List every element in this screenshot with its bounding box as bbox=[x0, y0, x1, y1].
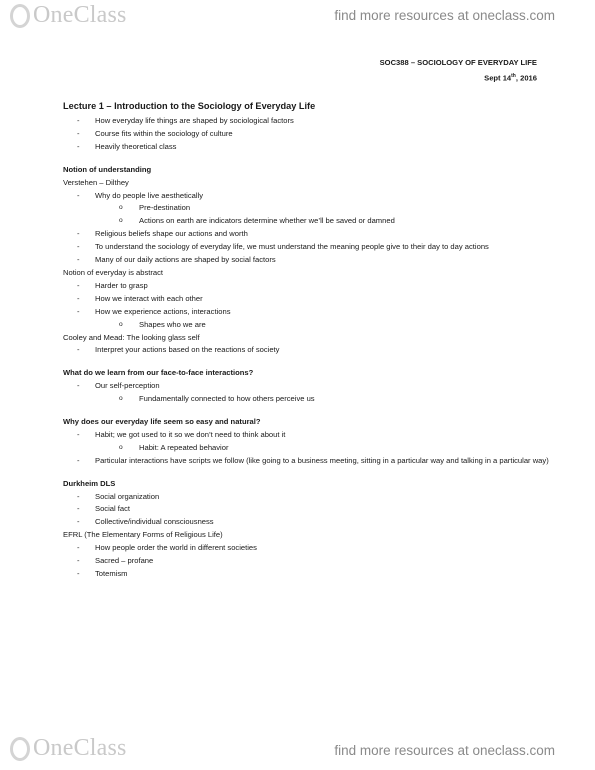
item-text: Habit: A repeated behavior bbox=[139, 442, 229, 452]
list-item bbox=[63, 141, 543, 154]
sub-list-item bbox=[63, 319, 543, 332]
item-text: Course fits within the sociology of culture bbox=[95, 128, 233, 138]
item-text: Interpret your actions based on the reactions of society bbox=[95, 345, 280, 355]
list-item bbox=[63, 280, 543, 293]
dash-marker: - bbox=[77, 504, 80, 514]
item-text: Religious beliefs shape our actions and worth bbox=[95, 229, 248, 239]
promo-link[interactable]: find more resources at oneclass.com bbox=[334, 8, 555, 23]
circle-marker: o bbox=[119, 320, 123, 328]
list-item bbox=[63, 503, 543, 516]
list-item bbox=[63, 516, 543, 529]
list-item bbox=[63, 115, 543, 128]
sub-list-item bbox=[63, 393, 543, 406]
list-item bbox=[63, 228, 543, 241]
circle-marker: o bbox=[119, 443, 123, 451]
item-text: Why do people live aesthetically bbox=[95, 190, 204, 200]
logo-text: OneClass bbox=[33, 2, 127, 28]
item-text: How we experience actions, interactions bbox=[95, 306, 231, 316]
dash-marker: - bbox=[77, 569, 80, 578]
item-text: Social fact bbox=[95, 504, 131, 514]
item-text: Social organization bbox=[95, 491, 160, 501]
item-text: Our self-perception bbox=[95, 381, 160, 391]
list-item bbox=[63, 344, 543, 357]
item-text: Habit; we got used to it so we don’t need to think about it bbox=[95, 429, 286, 439]
item-text: Heavily theoretical class bbox=[95, 141, 177, 151]
section-heading: EFRL (The Elementary Forms of Religious Life) bbox=[63, 530, 223, 540]
section-subheading: Verstehen – Dilthey bbox=[63, 177, 129, 187]
section-heading: Notion of understanding bbox=[63, 164, 152, 174]
course-title: SOC388 – SOCIOLOGY OF EVERYDAY LIFE bbox=[379, 58, 537, 67]
item-text: Shapes who we are bbox=[139, 319, 206, 329]
item-text: Actions on earth are indicators determine whether we’ll be saved or damned bbox=[139, 216, 395, 226]
item-text: Pre-destination bbox=[139, 203, 191, 213]
dash-marker: - bbox=[77, 556, 80, 566]
dash-marker: - bbox=[77, 381, 80, 391]
lecture-date bbox=[484, 73, 537, 83]
list-item bbox=[63, 455, 565, 468]
dash-marker: - bbox=[77, 455, 80, 465]
item-text: How everyday life things are shaped by sociological factors bbox=[95, 116, 294, 125]
date-year: , 2016 bbox=[515, 73, 537, 83]
circle-marker: o bbox=[119, 217, 123, 225]
list-item bbox=[63, 429, 543, 442]
dash-marker: - bbox=[77, 229, 80, 239]
item-text: Sacred – profane bbox=[95, 556, 154, 566]
list-item bbox=[63, 306, 543, 319]
dash-marker: - bbox=[77, 141, 80, 151]
list-item bbox=[63, 241, 535, 254]
dash-marker: - bbox=[77, 543, 80, 553]
item-text: How people order the world in different societies bbox=[95, 543, 257, 553]
list-item bbox=[63, 491, 543, 504]
list-item bbox=[63, 568, 543, 581]
item-text: Many of our daily actions are shaped by social factors bbox=[95, 255, 276, 265]
list-item bbox=[63, 555, 543, 568]
dash-marker: - bbox=[77, 190, 80, 200]
dash-marker: - bbox=[77, 128, 80, 138]
section-heading: Notion of everyday is abstract bbox=[63, 267, 164, 277]
logo-ring-icon bbox=[10, 4, 30, 28]
dash-marker: - bbox=[77, 491, 80, 501]
list-item bbox=[63, 293, 543, 306]
item-text: Particular interactions have scripts we follow (like going to a business meeting, sitting in a particular way and talking in a particular way) bbox=[95, 455, 549, 465]
list-item bbox=[63, 128, 543, 141]
section-heading: Durkheim DLS bbox=[63, 478, 116, 488]
dash-marker: - bbox=[77, 293, 80, 303]
dash-marker: - bbox=[77, 429, 80, 439]
oneclass-logo bbox=[10, 2, 127, 29]
item-text: Collective/individual consciousness bbox=[95, 517, 214, 527]
logo-ring-icon bbox=[10, 737, 30, 761]
list-item bbox=[63, 254, 543, 267]
dash-marker: - bbox=[77, 517, 80, 527]
circle-marker: o bbox=[119, 204, 123, 212]
list-item bbox=[63, 190, 543, 203]
dash-marker: - bbox=[77, 242, 80, 252]
lecture-title: Lecture 1 – Introduction to the Sociology of Everyday Life bbox=[63, 101, 316, 111]
sub-list-item bbox=[63, 215, 543, 228]
oneclass-logo-footer bbox=[10, 735, 127, 762]
dash-marker: - bbox=[77, 255, 80, 265]
sub-list-item bbox=[63, 442, 543, 455]
date-suffix: th bbox=[511, 73, 516, 79]
dash-marker: - bbox=[77, 306, 80, 316]
item-text: To understand the sociology of everyday life, we must understand the meaning people give to their day to day actions bbox=[95, 242, 489, 252]
sub-list-item bbox=[63, 202, 543, 215]
dash-marker: - bbox=[77, 280, 80, 290]
item-text: Fundamentally connected to how others perceive us bbox=[139, 394, 315, 404]
logo-text: OneClass bbox=[33, 735, 127, 761]
item-text: Totemism bbox=[95, 569, 128, 578]
section-heading: Cooley and Mead: The looking glass self bbox=[63, 332, 200, 342]
section-heading: What do we learn from our face-to-face interactions? bbox=[63, 368, 254, 378]
dash-marker: - bbox=[77, 116, 80, 125]
lecture-notes bbox=[63, 100, 549, 581]
date-text: Sept 14 bbox=[484, 73, 512, 83]
list-item bbox=[63, 380, 543, 393]
list-item bbox=[63, 542, 543, 555]
section-heading: Why does our everyday life seem so easy and natural? bbox=[63, 417, 261, 427]
promo-link-footer[interactable]: find more resources at oneclass.com bbox=[334, 743, 555, 758]
item-text: Harder to grasp bbox=[95, 280, 148, 290]
item-text: How we interact with each other bbox=[95, 293, 203, 303]
circle-marker: o bbox=[119, 395, 123, 403]
dash-marker: - bbox=[77, 345, 80, 355]
